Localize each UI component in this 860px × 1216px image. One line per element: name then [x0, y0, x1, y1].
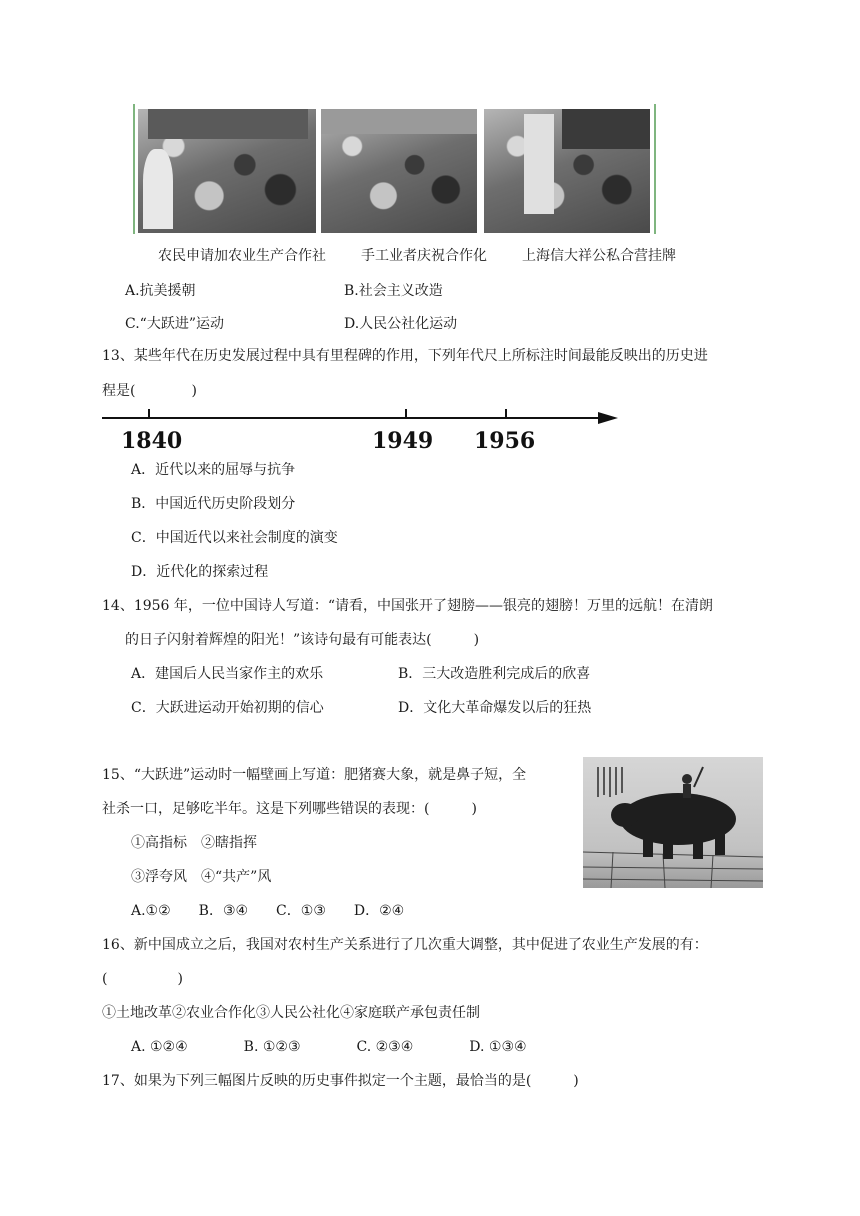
photo-border-right — [654, 104, 656, 234]
q13-option-b: B．中国近代历史阶段划分 — [131, 496, 296, 512]
q16-options: A. ①②④ B. ①②③ C. ②③④ D. ①③④ — [131, 1039, 527, 1055]
q13-option-c: C．中国近代以来社会制度的演变 — [131, 530, 338, 546]
caption-craftsmen: 手工业者庆祝合作化 — [361, 248, 487, 264]
q12-option-c: C.“大跃进”运动 — [125, 316, 224, 332]
q17-stem-line1: 17、如果为下列三幅图片反映的历史事件拟定一个主题，最恰当的是( ) — [102, 1073, 579, 1089]
q13-stem-line2: 程是( ) — [102, 383, 197, 399]
timeline-arrow-icon — [598, 412, 618, 424]
photo-craftsmen-celebrating — [321, 109, 477, 233]
timeline-year-1956: 1956 — [474, 428, 536, 454]
timeline-tick-1956 — [505, 409, 507, 418]
timeline-year-1840: 1840 — [121, 428, 183, 454]
timeline-axis — [102, 417, 602, 419]
q14-option-a: A．建国后人民当家作主的欢乐 — [131, 666, 324, 682]
q16-items: ①土地改革②农业合作化③人民公社化④家庭联产承包责任制 — [102, 1005, 480, 1021]
caption-farmers: 农民申请加农业生产合作社 — [158, 248, 326, 264]
q15-items-line2: ③浮夸风 ④“共产”风 — [131, 869, 272, 885]
q13-stem-line1: 13、某些年代在历史发展过程中具有里程碑的作用，下列年代尺上所标注时间最能反映出的历史进 — [102, 348, 708, 364]
q14-option-c: C．大跃进运动开始初期的信心 — [131, 700, 324, 716]
q12-option-d: D.人民公社化运动 — [344, 316, 458, 332]
q14-option-b: B．三大改造胜利完成后的欣喜 — [398, 666, 591, 682]
q13-option-d: D．近代化的探索过程 — [131, 564, 269, 580]
timeline-tick-1949 — [405, 409, 407, 418]
q15-stem-line2: 社杀一口，足够吃半年。这是下列哪些错误的表现：( ) — [102, 801, 477, 817]
photo-shanghai-xindaxiang — [484, 109, 650, 233]
q14-stem-line1: 14、1956 年，一位中国诗人写道：“请看，中国张开了翅膀——银亮的翅膀！万里的远航！在清朗 — [102, 598, 714, 614]
timeline-tick-1840 — [148, 409, 150, 418]
q15-items-line1: ①高指标 ②瞎指挥 — [131, 835, 257, 851]
q15-stem-line1: 15、“大跃进”运动时一幅壁画上写道：肥猪赛大象，就是鼻子短，全 — [102, 767, 527, 783]
q14-stem-line2: 的日子闪射着辉煌的阳光！”该诗句最有可能表达( ) — [125, 632, 480, 648]
q12-option-a: A.抗美援朝 — [125, 283, 196, 299]
q12-option-b: B.社会主义改造 — [344, 283, 443, 299]
pig-icon — [583, 757, 763, 888]
photo-farmers-cooperative — [138, 109, 316, 233]
q13-option-a: A．近代以来的屈辱与抗争 — [131, 462, 296, 478]
photo-border-left — [133, 104, 135, 234]
caption-shanghai: 上海信大祥公私合营挂牌 — [522, 248, 676, 264]
q14-option-d: D．文化大革命爆发以后的狂热 — [398, 700, 592, 716]
q16-stem-line1: 16、新中国成立之后，我国对农村生产关系进行了几次重大调整，其中促进了农业生产发展的有： — [102, 937, 708, 953]
q16-stem-line2: ( ) — [102, 971, 183, 987]
timeline-year-1949: 1949 — [372, 428, 434, 454]
mural-pig-image — [583, 757, 763, 888]
q15-options: A.①② B．③④ C．①③ D．②④ — [131, 903, 405, 919]
